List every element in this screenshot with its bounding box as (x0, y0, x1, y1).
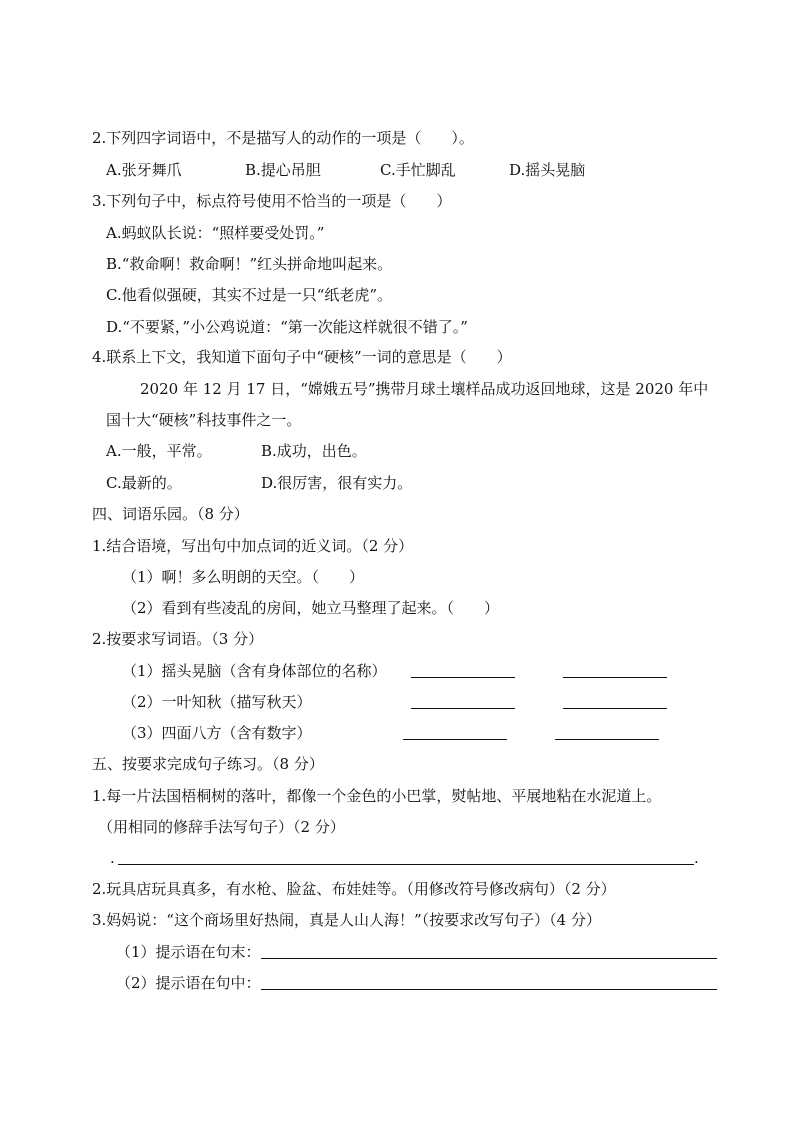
answer-blank[interactable] (563, 708, 667, 709)
question-2-option-a: A.张牙舞爪 (106, 161, 182, 179)
answer-line[interactable] (261, 989, 717, 990)
section-4-question-2-item-1: （1）摇头晃脑（含有身体部位的名称） (122, 662, 387, 680)
section-4-question-1-stem: 1.结合语境，写出句中加点词的近义词。（2 分） (92, 537, 414, 555)
question-3-option-d: D.“不要紧，”小公鸡说道：“第一次能这样就很不错了。” (106, 318, 468, 336)
question-3-option-b: B.“救命啊！救命啊！”红头拼命地叫起来。 (106, 255, 393, 273)
section-5-question-3-item-2: （2）提示语在句中： (116, 974, 261, 992)
question-2-option-c: C.手忙脚乱 (380, 161, 456, 179)
question-2-option-d: D.摇头晃脑 (509, 161, 586, 179)
answer-blank[interactable] (563, 677, 667, 678)
section-4-title: 四、词语乐园。（8 分） (92, 505, 249, 523)
answer-line[interactable] (261, 958, 717, 959)
question-2-stem: 2.下列四字词语中，不是描写人的动作的一项是（ ）。 (92, 129, 474, 147)
section-5-question-2-stem: 2.玩具店玩具真多，有水枪、脸盆、布娃娃等。（用修改符号修改病句）（2 分） (92, 880, 616, 898)
answer-line[interactable] (118, 864, 694, 865)
section-5-question-3-item-1: （1）提示语在句末： (116, 943, 261, 961)
question-4-option-a: A.一般，平常。 (106, 442, 212, 460)
question-4-option-d: D.很厉害，很有实力。 (261, 474, 413, 492)
question-4-passage-line-1: 2020 年 12 月 17 日，“嫦娥五号”携带月球土壤样品成功返回地球，这是 2020 年中 (140, 380, 709, 398)
question-2-option-b: B.提心吊胆 (245, 161, 321, 179)
section-4-question-1-item-1: （1）啊！多么明朗的天空。（ ） (122, 568, 365, 586)
question-4-passage-line-2: 国十大“硬核”科技事件之一。 (106, 411, 302, 429)
answer-blank[interactable] (555, 739, 659, 740)
question-4-option-b: B.成功，出色。 (261, 442, 367, 460)
answer-blank[interactable] (411, 677, 515, 678)
answer-blank[interactable] (403, 739, 507, 740)
sentence-start-dot: . (110, 849, 115, 867)
section-4-question-2-stem: 2.按要求写词语。（3 分） (92, 630, 264, 648)
section-5-question-1-instruction: （用相同的修辞手法写句子）（2 分） (98, 818, 345, 836)
sentence-end-dot: . (694, 849, 699, 867)
question-3-option-c: C.他看似强硬，其实不过是一只“纸老虎”。 (106, 286, 393, 304)
question-4-stem: 4.联系上下文，我知道下面句子中“硬核”一词的意思是（ ） (92, 348, 512, 366)
section-5-question-1-stem: 1.每一片法国梧桐树的落叶，都像一个金色的小巴掌，熨帖地、平展地粘在水泥道上。 (92, 787, 662, 805)
question-3-option-a: A.蚂蚁队长说：“照样要受处罚。” (106, 224, 325, 242)
question-3-stem: 3.下列句子中，标点符号使用不恰当的一项是（ ） (92, 192, 452, 210)
answer-blank[interactable] (411, 708, 515, 709)
question-4-option-c: C.最新的。 (106, 474, 182, 492)
section-4-question-2-item-2: （2）一叶知秋（描写秋天） (122, 693, 312, 711)
section-5-question-3-stem: 3.妈妈说：“这个商场里好热闹，真是人山人海！”（按要求改写句子）（4 分） (92, 911, 601, 929)
section-4-question-1-item-2: （2）看到有些凌乱的房间，她立马整理了起来。（ ） (122, 599, 500, 617)
section-5-title: 五、按要求完成句子练习。（8 分） (92, 755, 324, 773)
section-4-question-2-item-3: （3）四面八方（含有数字） (122, 724, 312, 742)
